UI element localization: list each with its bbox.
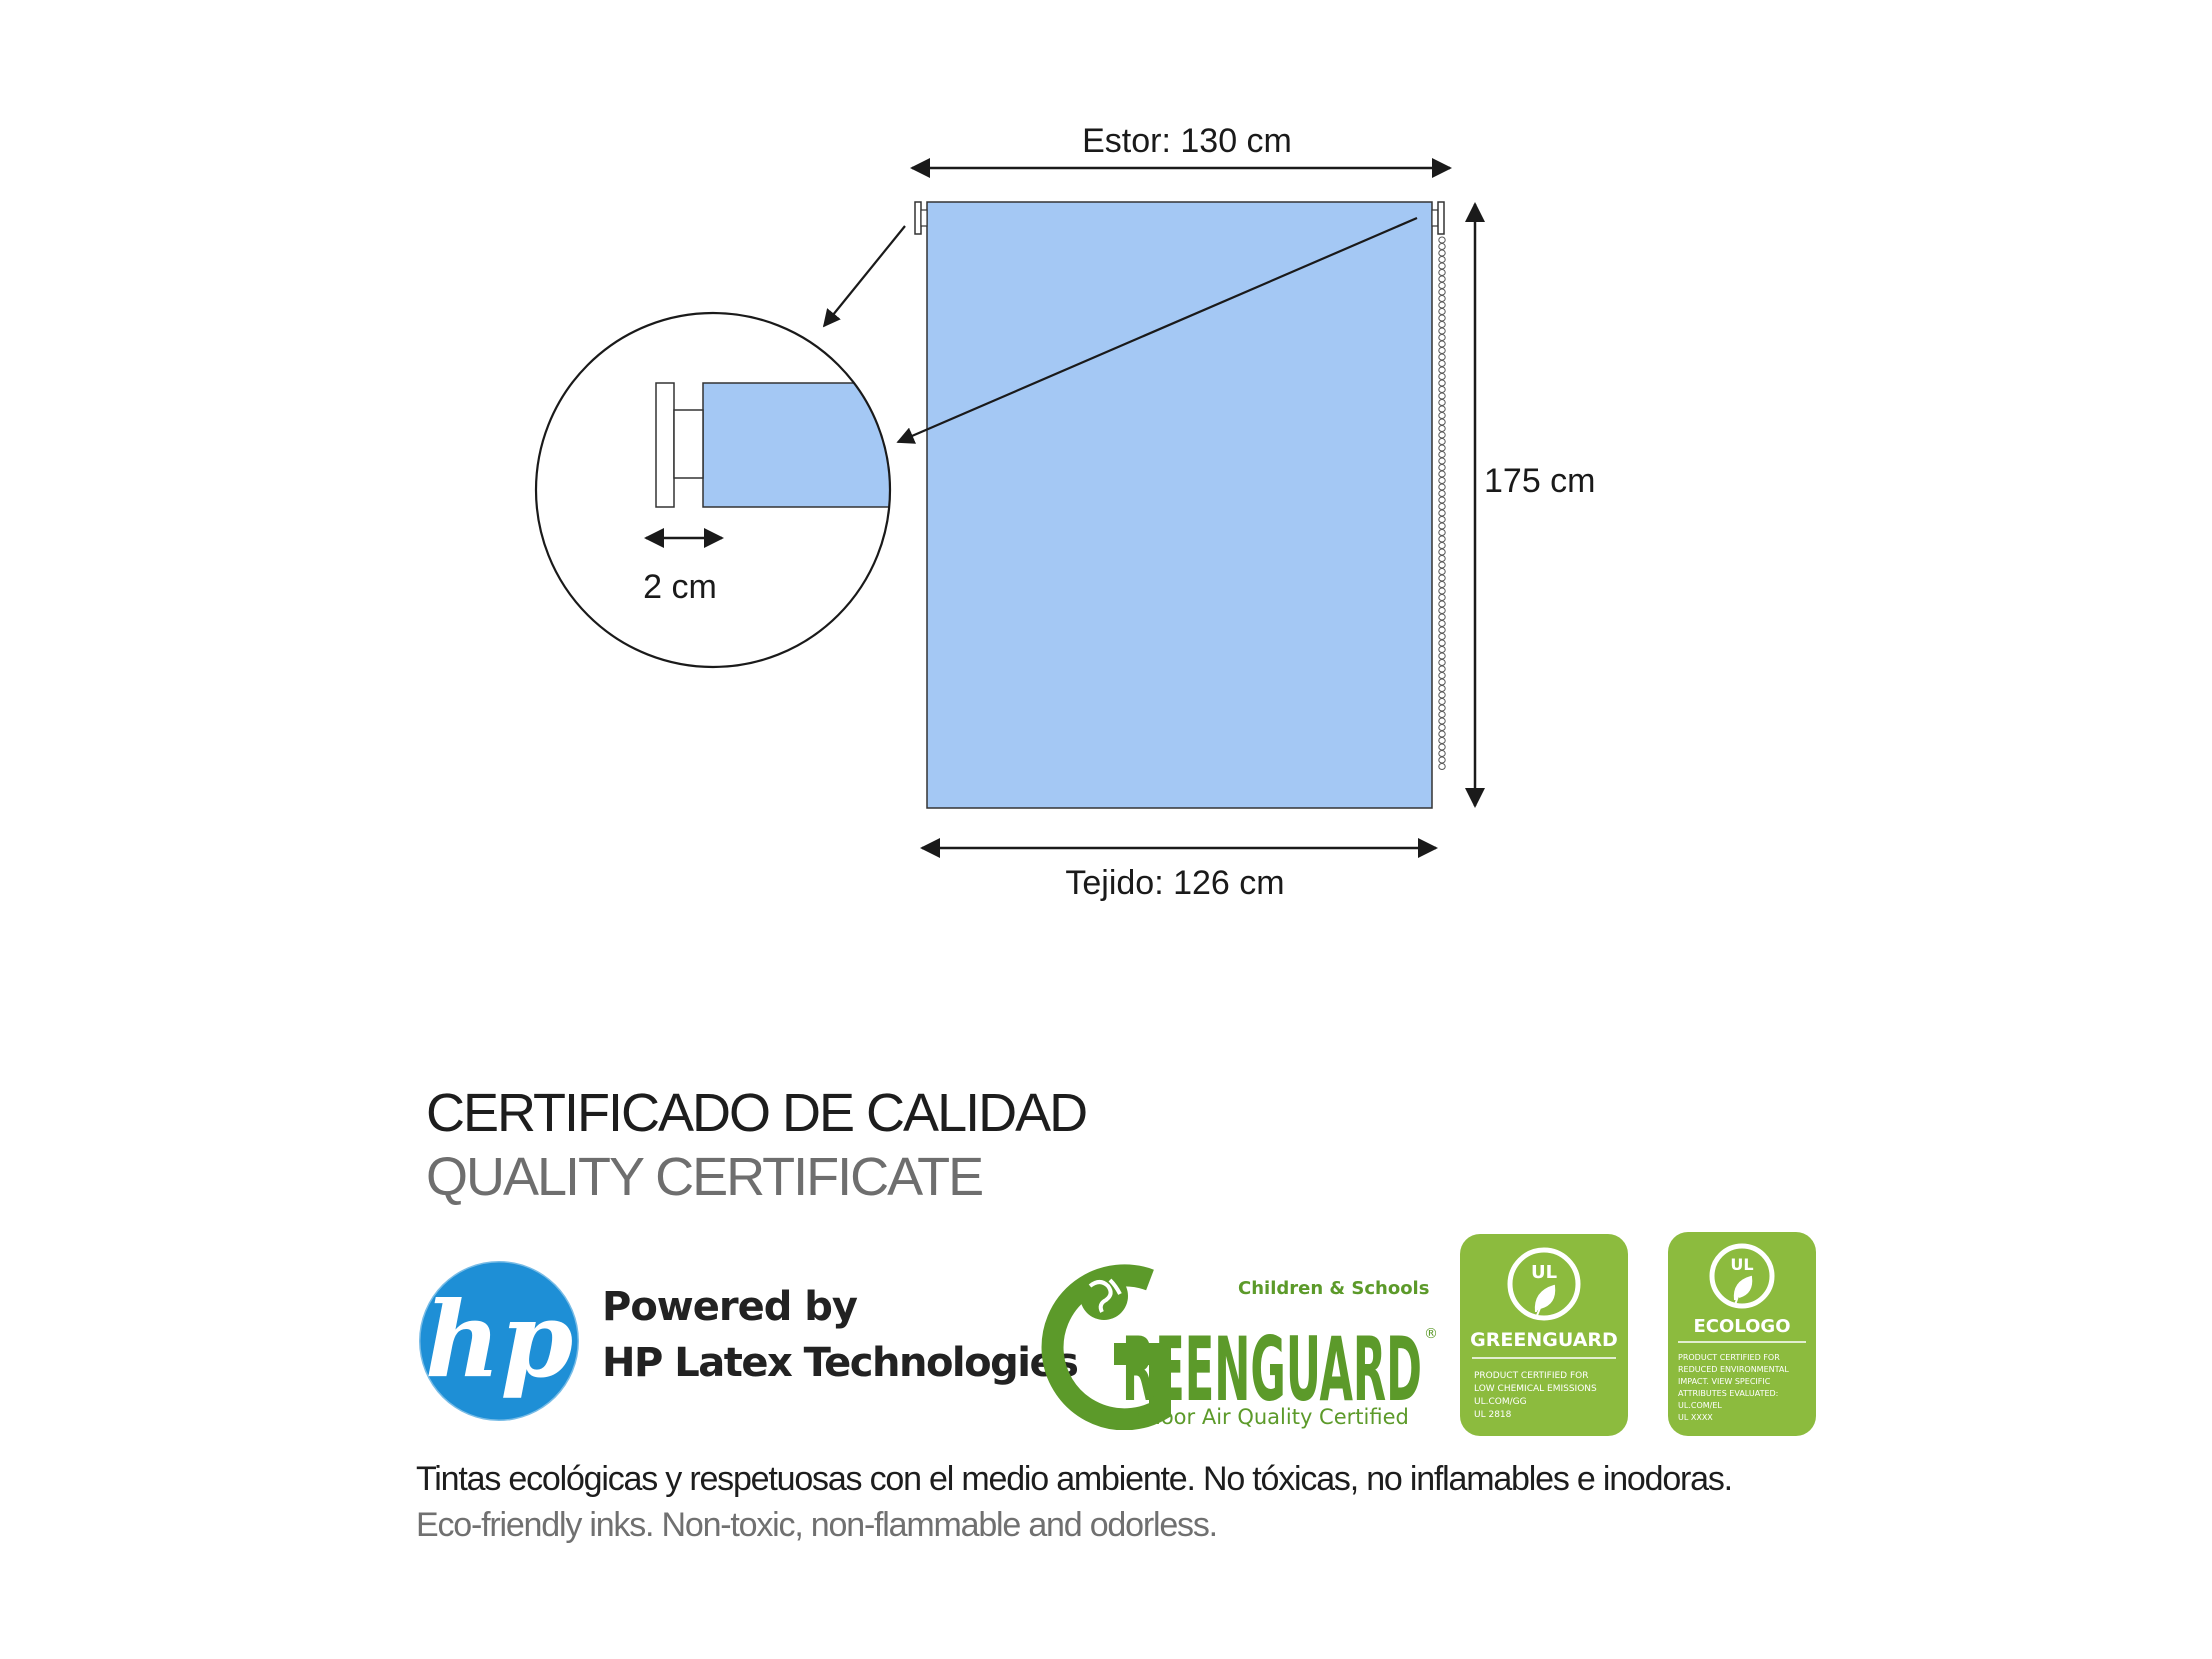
chain-bead	[1439, 712, 1445, 718]
callout-pointer-arrow	[824, 226, 905, 326]
chain-bead	[1439, 575, 1445, 581]
chain-bead	[1439, 549, 1445, 555]
fineprint-line: ATTRIBUTES EVALUATED:	[1678, 1389, 1779, 1398]
blind-fabric	[927, 202, 1432, 808]
chain-bead	[1439, 751, 1445, 757]
eco-ink-statement-es: Tintas ecológicas y respetuosas con el medio ambiente. No tóxicas, no inflamables e inodoras.	[416, 1460, 1732, 1498]
hp-latex-text	[602, 1284, 1077, 1386]
detail-fabric	[703, 383, 903, 507]
chain-bead	[1439, 361, 1445, 367]
chain-bead	[1439, 640, 1445, 646]
chain-bead	[1439, 738, 1445, 744]
chain-bead	[1439, 692, 1445, 698]
chain-bead	[1439, 666, 1445, 672]
greenguard-top-text: Children & Schools	[1238, 1278, 1430, 1299]
chain-bead	[1439, 621, 1445, 627]
detail-bracket-plate	[656, 383, 674, 507]
chain-bead	[1439, 517, 1445, 523]
chain-bead	[1439, 400, 1445, 406]
hp-line1: Powered by	[602, 1284, 857, 1330]
chain-bead	[1439, 445, 1445, 451]
chain-bead	[1439, 393, 1445, 399]
chain-bead	[1439, 523, 1445, 529]
chain-bead	[1439, 699, 1445, 705]
chain-bead	[1439, 608, 1445, 614]
ul-greenguard-badge	[1458, 1232, 1630, 1438]
ul-ecologo-badge	[1666, 1230, 1818, 1438]
fineprint-line: PRODUCT CERTIFIED FOR	[1678, 1353, 1780, 1362]
registered-mark: ®	[1424, 1326, 1438, 1342]
chain-bead	[1439, 744, 1445, 750]
chain-bead	[1439, 296, 1445, 302]
chain-bead	[1439, 757, 1445, 763]
detail-bracket-spacer	[674, 410, 703, 478]
chain-bead	[1439, 569, 1445, 575]
fineprint-line: UL 2818	[1474, 1410, 1512, 1420]
chain-bead	[1439, 588, 1445, 594]
chain-bead	[1439, 510, 1445, 516]
chain-bead	[1439, 673, 1445, 679]
chain-bead	[1439, 244, 1445, 250]
chain-bead	[1439, 562, 1445, 568]
globe-icon	[1080, 1272, 1128, 1320]
chain-bead	[1439, 601, 1445, 607]
ul-mark: UL	[1730, 1255, 1754, 1274]
chain-bead	[1439, 367, 1445, 373]
chain-bead	[1439, 556, 1445, 562]
chain-bead	[1439, 387, 1445, 393]
fineprint-line: REDUCED ENVIRONMENTAL	[1678, 1365, 1789, 1374]
chain-bead	[1439, 315, 1445, 321]
chain-bead	[1439, 582, 1445, 588]
certificate-subtitle: QUALITY CERTIFICATE	[426, 1147, 983, 1207]
chain-bead	[1439, 543, 1445, 549]
chain-bead	[1439, 497, 1445, 503]
chain-bead	[1439, 283, 1445, 289]
chain-bead	[1439, 374, 1445, 380]
fineprint-line: PRODUCT CERTIFIED FOR	[1474, 1371, 1589, 1381]
chain-bead	[1439, 686, 1445, 692]
blind-width-label: Estor: 130 cm	[1082, 122, 1292, 160]
eco-ink-statement-en: Eco-friendly inks. Non-toxic, non-flammable and odorless.	[416, 1506, 1217, 1544]
chain-bead	[1439, 530, 1445, 536]
chain-bead	[1439, 536, 1445, 542]
hp-line2: HP Latex Technologies	[602, 1340, 1078, 1386]
chain-bead	[1439, 634, 1445, 640]
fabric-width-label: Tejido: 126 cm	[1065, 864, 1285, 902]
fineprint-line: UL XXXX	[1678, 1413, 1713, 1422]
hp-logo	[416, 1258, 582, 1424]
chain-bead	[1439, 660, 1445, 666]
chain-bead	[1439, 270, 1445, 276]
chain-bead	[1439, 406, 1445, 412]
hp-mark: hp	[424, 1278, 574, 1401]
greenguard-word: REENGUARD	[1122, 1318, 1422, 1421]
chain-bead	[1439, 647, 1445, 653]
ul-ecologo-name: ECOLOGO	[1693, 1316, 1791, 1337]
certificate-title: CERTIFICADO DE CALIDAD	[426, 1083, 1087, 1143]
chain-bead	[1439, 302, 1445, 308]
chain-bead	[1439, 426, 1445, 432]
chain-bead	[1439, 458, 1445, 464]
chain-bead	[1439, 309, 1445, 315]
bracket-depth-label: 2 cm	[643, 568, 717, 606]
chain-bead	[1439, 328, 1445, 334]
chain-bead	[1439, 289, 1445, 295]
greenguard-tagline: Indoor Air Quality Certified	[1128, 1405, 1409, 1429]
chain-bead	[1439, 471, 1445, 477]
fineprint-line: UL.COM/GG	[1474, 1397, 1527, 1407]
chain-bead	[1439, 237, 1445, 243]
chain-bead	[1439, 679, 1445, 685]
chain-bead	[1439, 380, 1445, 386]
fineprint-line: UL.COM/EL	[1678, 1401, 1722, 1410]
chain-bead	[1439, 263, 1445, 269]
chain-bead	[1439, 725, 1445, 731]
chain-bead	[1439, 478, 1445, 484]
chain-bead	[1439, 614, 1445, 620]
bead-chain	[1439, 237, 1445, 770]
chain-bead	[1439, 705, 1445, 711]
fineprint-line: IMPACT. VIEW SPECIFIC	[1678, 1377, 1771, 1386]
chain-bead	[1439, 257, 1445, 263]
ul-mark: UL	[1530, 1262, 1558, 1283]
chain-bead	[1439, 348, 1445, 354]
chain-bead	[1439, 452, 1445, 458]
chain-bead	[1439, 354, 1445, 360]
chain-bead	[1439, 413, 1445, 419]
chain-bead	[1439, 432, 1445, 438]
chain-bead	[1439, 322, 1445, 328]
chain-bead	[1439, 335, 1445, 341]
ul-greenguard-name: GREENGUARD	[1470, 1329, 1618, 1351]
greenguard-children-schools-logo	[1040, 1250, 1440, 1430]
chain-bead	[1439, 764, 1445, 770]
chain-bead	[1439, 595, 1445, 601]
chain-bead	[1439, 627, 1445, 633]
chain-bead	[1439, 718, 1445, 724]
left-bracket	[915, 202, 927, 234]
chain-bead	[1439, 653, 1445, 659]
chain-bead	[1439, 276, 1445, 282]
chain-bead	[1439, 419, 1445, 425]
chain-bead	[1439, 491, 1445, 497]
bracket-detail-callout	[536, 313, 903, 667]
chain-bead	[1439, 465, 1445, 471]
right-bracket	[1432, 202, 1444, 234]
chain-bead	[1439, 731, 1445, 737]
chain-bead	[1439, 504, 1445, 510]
chain-bead	[1439, 250, 1445, 256]
height-label: 175 cm	[1484, 462, 1596, 500]
chain-bead	[1439, 439, 1445, 445]
fineprint-line: LOW CHEMICAL EMISSIONS	[1474, 1384, 1597, 1394]
chain-bead	[1439, 484, 1445, 490]
chain-bead	[1439, 341, 1445, 347]
